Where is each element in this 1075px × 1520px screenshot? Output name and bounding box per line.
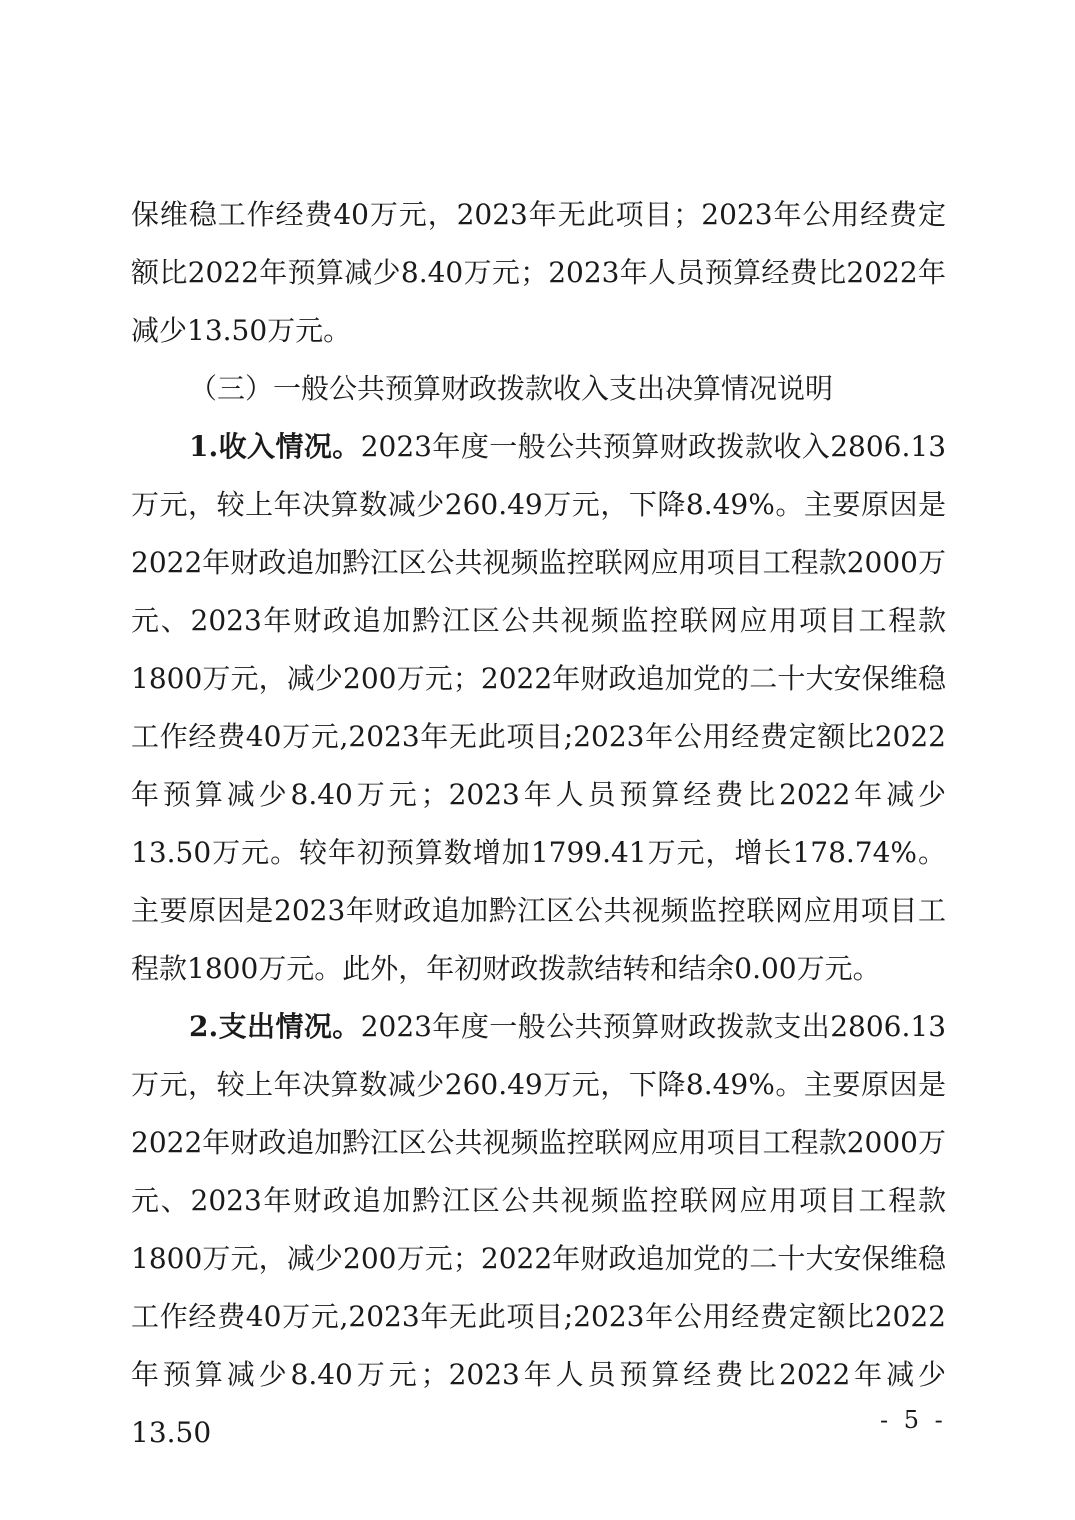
expenditure-paragraph [131,998,946,1462]
income-paragraph [131,418,946,998]
income-text: 2023年度一般公共预算财政拨款收入2806.13万元，较上年决算数减少260.49万元，下降8.49%。主要原因是2022年财政追加黔江区公共视频监控联网应用项目工程款2000万元、2023年财政追加黔江区公共视频监控联网应用项目工程款1800万元，减少200万元；2022年财政追加党的二十大安保维稳工作经费40万元,2023年无此项目;2023年公用经费定额比2022年预算减少8.40万元；2023年人员预算经费比2022年减少13.50万元。较年初预算数增加1799.41万元，增长178.74%。主要原因是2023年财政追加黔江区公共视频监控联网应用项目工程款1800万元。此外，年初财政拨款结转和结余0.00万元。 [131,430,947,985]
expenditure-text: 2023年度一般公共预算财政拨款支出2806.13万元，较上年决算数减少260.49万元，下降8.49%。主要原因是2022年财政追加黔江区公共视频监控联网应用项目工程款2000万元、2023年财政追加黔江区公共视频监控联网应用项目工程款1800万元，减少200万元；2022年财政追加党的二十大安保维稳工作经费40万元,2023年无此项目;2023年公用经费定额比2022年预算减少8.40万元；2023年人员预算经费比2022年减少13.50 [131,1010,947,1449]
income-lead: 1.收入情况。 [189,430,361,463]
expenditure-lead: 2.支出情况。 [189,1010,361,1043]
document-body [131,186,946,1462]
section-heading: （三）一般公共预算财政拨款收入支出决算情况说明 [189,372,834,405]
continuation-paragraph: 保维稳工作经费40万元，2023年无此项目；2023年公用经费定额比2022年预算减少8.40万元；2023年人员预算经费比2022年减少13.50万元。 [131,198,946,347]
page-number: - 5 - [880,1406,947,1434]
